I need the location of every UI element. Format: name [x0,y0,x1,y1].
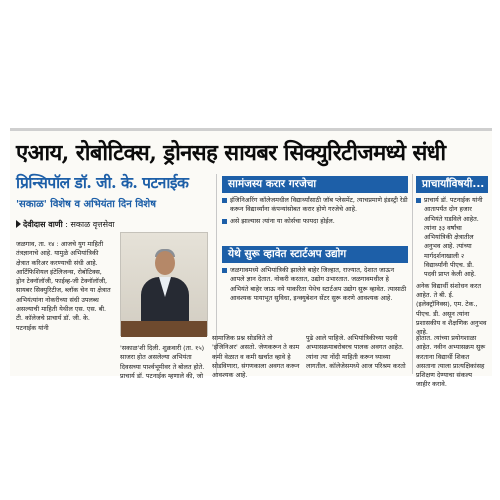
byline-rest: : सकाळ वृत्तसेवा [62,220,115,229]
byline-name: देवीदास वाणी [23,220,63,229]
arrow-icon [16,220,21,228]
principal-photo [120,232,208,336]
agreement-section-title: सामंजस्य करार गरजेचा [222,176,408,193]
body-column-2: 'सकाळ'शी दिली. शुक्रवारी (ता. १५) साजरा होत असलेल्या अभियंता दिवसच्या पार्श्वभूमीवर ते बोलत होते. प्राचार्य डॉ. पटनाईक म्हणाले की, जो [120,344,205,380]
newspaper-clipping [10,128,492,389]
column-divider [412,174,413,374]
list-item: असे झाल्यास त्यांना या कोर्सचा फायदा होईल. [222,217,408,226]
body-column-4: पुढे आले पाहिजे. अभियांत्रिकीच्या पदवी अभ्यासक्रमाबरोबरच पालक अवगत आहेत. त्यांना त्या नोंदी माहिती करून घ्याव्या लागतील. कॉलेजेसमध्ये आज परिश्रम करतो [306,334,406,370]
left-header-block [16,172,216,230]
body-column-1: जळगाव, ता. १४ : आजचे युग माहिती तंत्रज्ञानाचे आहे. यामुळे अभियांत्रिकी क्षेत्रात करिअर करण्याची संधी आहे. आर्टिफिशियल इंटेलिजन्स, रोबोटिक्स, ड्रोन टेक्नॉलॉजी, फाईव्ह-जी टेक्नॉलॉजी, सायबर सिक्युरिटीज, ब्लॉक चेन या क्षेत्रात अभियंत्यांना नोकरीच्या संधी उपलब्ध असल्याची माहिती येथील एस. एस. बी. टी. कॉलेजचे प्राचार्य डॉ. जी. के. पटनाईक यांनी [16,240,111,332]
principal-name: प्रिन्सिपॉल डॉ. जी. के. पटनाईक [16,173,189,192]
principal-section-title: प्राचार्यांविषयी... [416,176,488,193]
startup-section-title: येथे सुरू व्हावेत स्टार्टअप उद्योग [222,246,408,263]
list-item: प्राचार्य डॉ. पटनाईक यांनी आतापर्यंत दोन हजार अभियंते घडविले आहेत. त्यांना ३३ वर्षांचा अभियांत्रिकी क्षेत्रातील अनुभव आहे. त्यांच्या मार्गदर्शनाखाली २ विद्यार्थ्यांनी पीएच. डी. पदवी प्राप्त केली आहे. [416,196,488,280]
startup-bullets [222,266,408,330]
body-column-5: होतात. त्यांच्या प्रयोगशाळा आहेत. नवीन अभ्यासक्रम सुरू करताना विद्यार्थी शिकत असताना त्याला प्रात्यक्षिकांसह प्रशिक्षण देण्याचा संकल्प जाहीर करावे. [416,334,486,389]
series-line: 'सकाळ' विशेष व अभियंता दिन विशेष [16,199,156,210]
byline [16,220,216,230]
principal-text: अनेक विद्यार्थी संशोधन करत आहेत. ते बी. ई. (इलेक्ट्रॉनिक्स), एम. टेक., पीएच. डी. असून त्यांना प्रशासकीय व शैक्षणिक अनुभव आहे. [416,281,487,337]
body-column-3: सामाजिक प्रश्न सोडविते तो 'इंजिनिअर' असतो. जेणकरून ते काम कमी वेळात व कमी खर्चात व्हावे हे सोडविणारा, संगणकाला अवगत करून आवश्यक आहे. [212,334,300,380]
agreement-bullets [222,196,408,242]
list-item: इंजिनिअरिंग कॉलेजमधील विद्यार्थ्यांसाठी जॉब प्लेसमेंट, त्याचप्रमाणे इंडस्ट्री रेडी करून विद्यार्थ्यांना कंपन्यांसोबत करार होणे गरजेचे आहे. [222,196,408,215]
principal-bullets [416,196,488,337]
headline: एआय, रोबोटिक्स, ड्रोनसह सायबर सिक्युरिटीजमध्ये संधी [16,140,446,166]
list-item: जळगावमध्ये अभियांत्रिकी झालेले बाहेर जिल्हात, राज्यात, देशात जाऊन आपले ज्ञान देतात. नोकरी करतात, उद्योग उभारतात. जळगावमधील हे अभियंते बाहेर जाऊ नये याकरिता येथेच स्टार्टअप उद्योग सुरू व्हावेत. त्यासाठी आवश्यक पायाभूत सुविधा, इन्क्युबेशन सेंटर सुरू करणे आवश्यक आहे. [222,266,408,303]
